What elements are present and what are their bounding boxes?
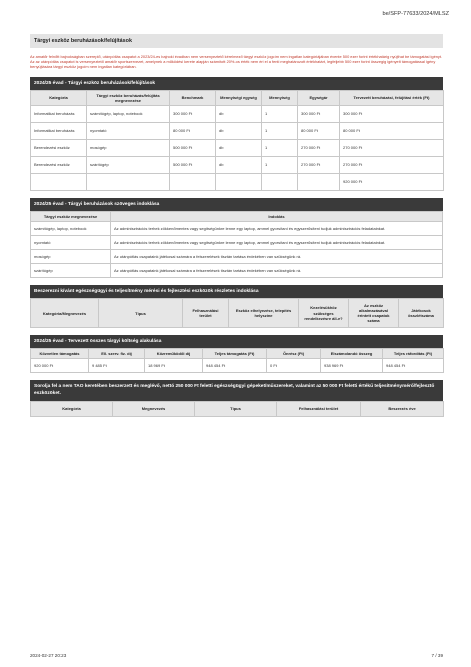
table-cell: 270 000 Ft — [298, 140, 340, 157]
column-header: Kezelésükhöz szükséges rendelkezésre áll-e? — [299, 299, 349, 328]
table-cell: Az adminisztrációs terhek zökkenőmentes vagy segítségünkre lenne egy laptop, ammel gyorsítani és egyszerűsíteni tudjuk adminisztrációs feladatainkat. — [111, 222, 443, 236]
total-row — [31, 174, 444, 191]
table-cell: 1 — [262, 140, 298, 157]
table-cell: 18 969 Ft — [145, 359, 203, 373]
table-cell: Az adminisztrációs terhek zökkenőmentes vagy segítségünkre lenne egy laptop, ammel gyorsítani és egyszerűsíteni tudjuk adminisztrációs feladatainkat. — [111, 236, 443, 250]
column-header: Közvetlen támogatás — [31, 349, 89, 359]
table-header-row — [31, 401, 444, 416]
document-id: be/SFP-77633/2024/MLSZ — [382, 11, 449, 17]
table-row — [31, 157, 444, 174]
column-header: Az eszköz alkalmazásával érintett csapatok száma — [349, 299, 399, 328]
column-header: Típus — [195, 401, 277, 416]
table-cell: 500 000 Ft — [170, 140, 216, 157]
column-header: Elszámolandó összeg — [321, 349, 383, 359]
column-header: Indoklás — [111, 212, 443, 222]
table-cell: számítógép, laptop, notebook — [87, 106, 170, 123]
table-cell: 938 969 Ft — [321, 359, 383, 373]
investments-table — [30, 90, 444, 191]
table-cell: 300 000 Ft — [170, 106, 216, 123]
column-header: Teljes támogatás (Ft) — [203, 349, 267, 359]
table-cell: 948 454 Ft — [383, 359, 444, 373]
footer-timestamp: 2024-02-27 20:23 — [30, 653, 67, 658]
existing-equipment-table — [30, 401, 444, 417]
table-cell: 9 485 Ft — [89, 359, 145, 373]
column-header: Megnevezés — [113, 401, 195, 416]
justification-table-title: 2024/25 évad - Tárgyi beruházások szöveges indoklása — [30, 198, 443, 211]
column-header: Felhasználási terület — [277, 401, 361, 416]
table-header-row — [31, 299, 444, 328]
column-header: Eszköz elhelyezése, telepítés helyszíne — [229, 299, 299, 328]
table-cell: Az utánpótlás csapataink játékosai számára a felszerelések tisztán tartása érdekében van szükségünk rá. — [111, 250, 443, 264]
column-header: Kategória/Megnevezés — [31, 299, 99, 328]
column-header: Közreműködői díj — [145, 349, 203, 359]
column-header: Kategória — [31, 401, 113, 416]
table-cell: mosógép — [87, 140, 170, 157]
table-cell: számítógép, laptop, notebook — [31, 222, 111, 236]
table-row — [31, 140, 444, 157]
total-value: 920 000 Ft — [340, 174, 444, 191]
table-header-row — [31, 212, 443, 222]
eligibility-note: Az amatőr felnőtt bajnokságban szereplő, utánpótlás csapatot a 2023/24-es bajnoki évadban nem versenyeztető kérelmező tárgyi eszköz jogcím nem ingatlan kategóriájában évente 500 ezer forint értékhatárig nyújthat be támogatási igényt. Az az utánpótlás csapatot is versenyeztető amatőr sportszervezet, amelynek a működési kerete alapján számított 20%-os érték nem éri el a fenti meghatározott értékhatárt, legfeljebb 500 ezer forint összegig igényelt támogatással igény benyújtására tárgyi eszköz jogcím nem ingatlan kategóriában. — [30, 54, 443, 70]
table-row — [31, 106, 444, 123]
table-cell: nyomtató — [87, 123, 170, 140]
table-cell: 270 000 Ft — [340, 157, 444, 174]
justification-table — [30, 211, 443, 278]
table-cell: 500 000 Ft — [170, 157, 216, 174]
table-cell: 1 — [262, 157, 298, 174]
table-row — [31, 359, 444, 373]
table-row — [31, 250, 443, 264]
health-equipment-table — [30, 298, 444, 328]
table-row — [31, 123, 444, 140]
table-cell: 80 000 Ft — [298, 123, 340, 140]
page-number: 7 / 39 — [431, 653, 443, 658]
column-header: Felhasználási terület — [183, 299, 229, 328]
table-cell: db — [216, 106, 262, 123]
table-cell: nyomtató — [31, 236, 111, 250]
column-header: Tervezett beruházási, felújítási érték (Ft) — [340, 90, 444, 105]
column-header: Ell. szerv. fiz. díj — [89, 349, 145, 359]
section-title: Tárgyi eszköz beruházások/felújítások — [30, 34, 443, 48]
column-header: Kategória — [31, 90, 87, 105]
table-cell: 80 000 Ft — [340, 123, 444, 140]
table-cell: Az utánpótlás csapataink játékosai számára a felszerelések tisztán tartása érdekében van szükségünk rá. — [111, 264, 443, 278]
table-cell: 1 — [262, 123, 298, 140]
table-cell: szárítógép — [87, 157, 170, 174]
table-header-row — [31, 90, 444, 105]
table-row — [31, 264, 443, 278]
column-header: Teljes ráfordítás (Ft) — [383, 349, 444, 359]
table-cell: 920 000 Ft — [31, 359, 89, 373]
table-cell: 300 000 Ft — [340, 106, 444, 123]
table-cell: db — [216, 123, 262, 140]
column-header: Tárgyi eszköz beruházás/felújítás megnevezése — [87, 90, 170, 105]
table-cell: 0 Ft — [267, 359, 321, 373]
table-cell: Informatikai beruházás — [31, 106, 87, 123]
table-cell: Berendezési eszköz — [31, 140, 87, 157]
table-cell: Informatikai beruházás — [31, 123, 87, 140]
column-header: Egységár — [298, 90, 340, 105]
cost-summary-table-title: 2024/25 évad - Tervezett összes tárgyi költség alakulása — [30, 335, 443, 348]
column-header: Beszerzés éve — [361, 401, 444, 416]
table-cell: 948 454 Ft — [203, 359, 267, 373]
table-cell: Berendezési eszköz — [31, 157, 87, 174]
column-header: Típus — [99, 299, 183, 328]
table-cell: 1 — [262, 106, 298, 123]
column-header: Önrész (Ft) — [267, 349, 321, 359]
cost-summary-table — [30, 348, 444, 373]
table-row — [31, 236, 443, 250]
table-cell: mosógép — [31, 250, 111, 264]
column-header: Mennyiségi egység — [216, 90, 262, 105]
health-equipment-table-title: Beszerezni kívánt egészségügyi és teljesítmény mérési és fejlesztési eszközök részletes indoklása — [30, 285, 443, 298]
column-header: Benchmark — [170, 90, 216, 105]
table-cell: 270 000 Ft — [298, 157, 340, 174]
column-header: Játékosok összlétszáma — [399, 299, 444, 328]
existing-equipment-table-title: Sorolja fel a nem TAO keretében beszerzett és meglévő, nettó 250 000 Ft feletti egészségügyi gépeket/műszereket, valamint az 50 000 Ft feletti értékű teljesítménymérő/fejlesztő eszközöket. — [30, 380, 443, 400]
table-cell: db — [216, 140, 262, 157]
column-header: Tárgyi eszköz megnevezése — [31, 212, 111, 222]
table-row — [31, 222, 443, 236]
page-content — [30, 25, 443, 417]
investments-table-title: 2024/25 évad - Tárgyi eszköz beruházások/felújítások — [30, 77, 443, 90]
table-cell: db — [216, 157, 262, 174]
table-header-row — [31, 349, 444, 359]
table-cell: szárítógép — [31, 264, 111, 278]
column-header: Mennyiség — [262, 90, 298, 105]
table-cell: 300 000 Ft — [298, 106, 340, 123]
table-cell: 80 000 Ft — [170, 123, 216, 140]
table-cell: 270 000 Ft — [340, 140, 444, 157]
